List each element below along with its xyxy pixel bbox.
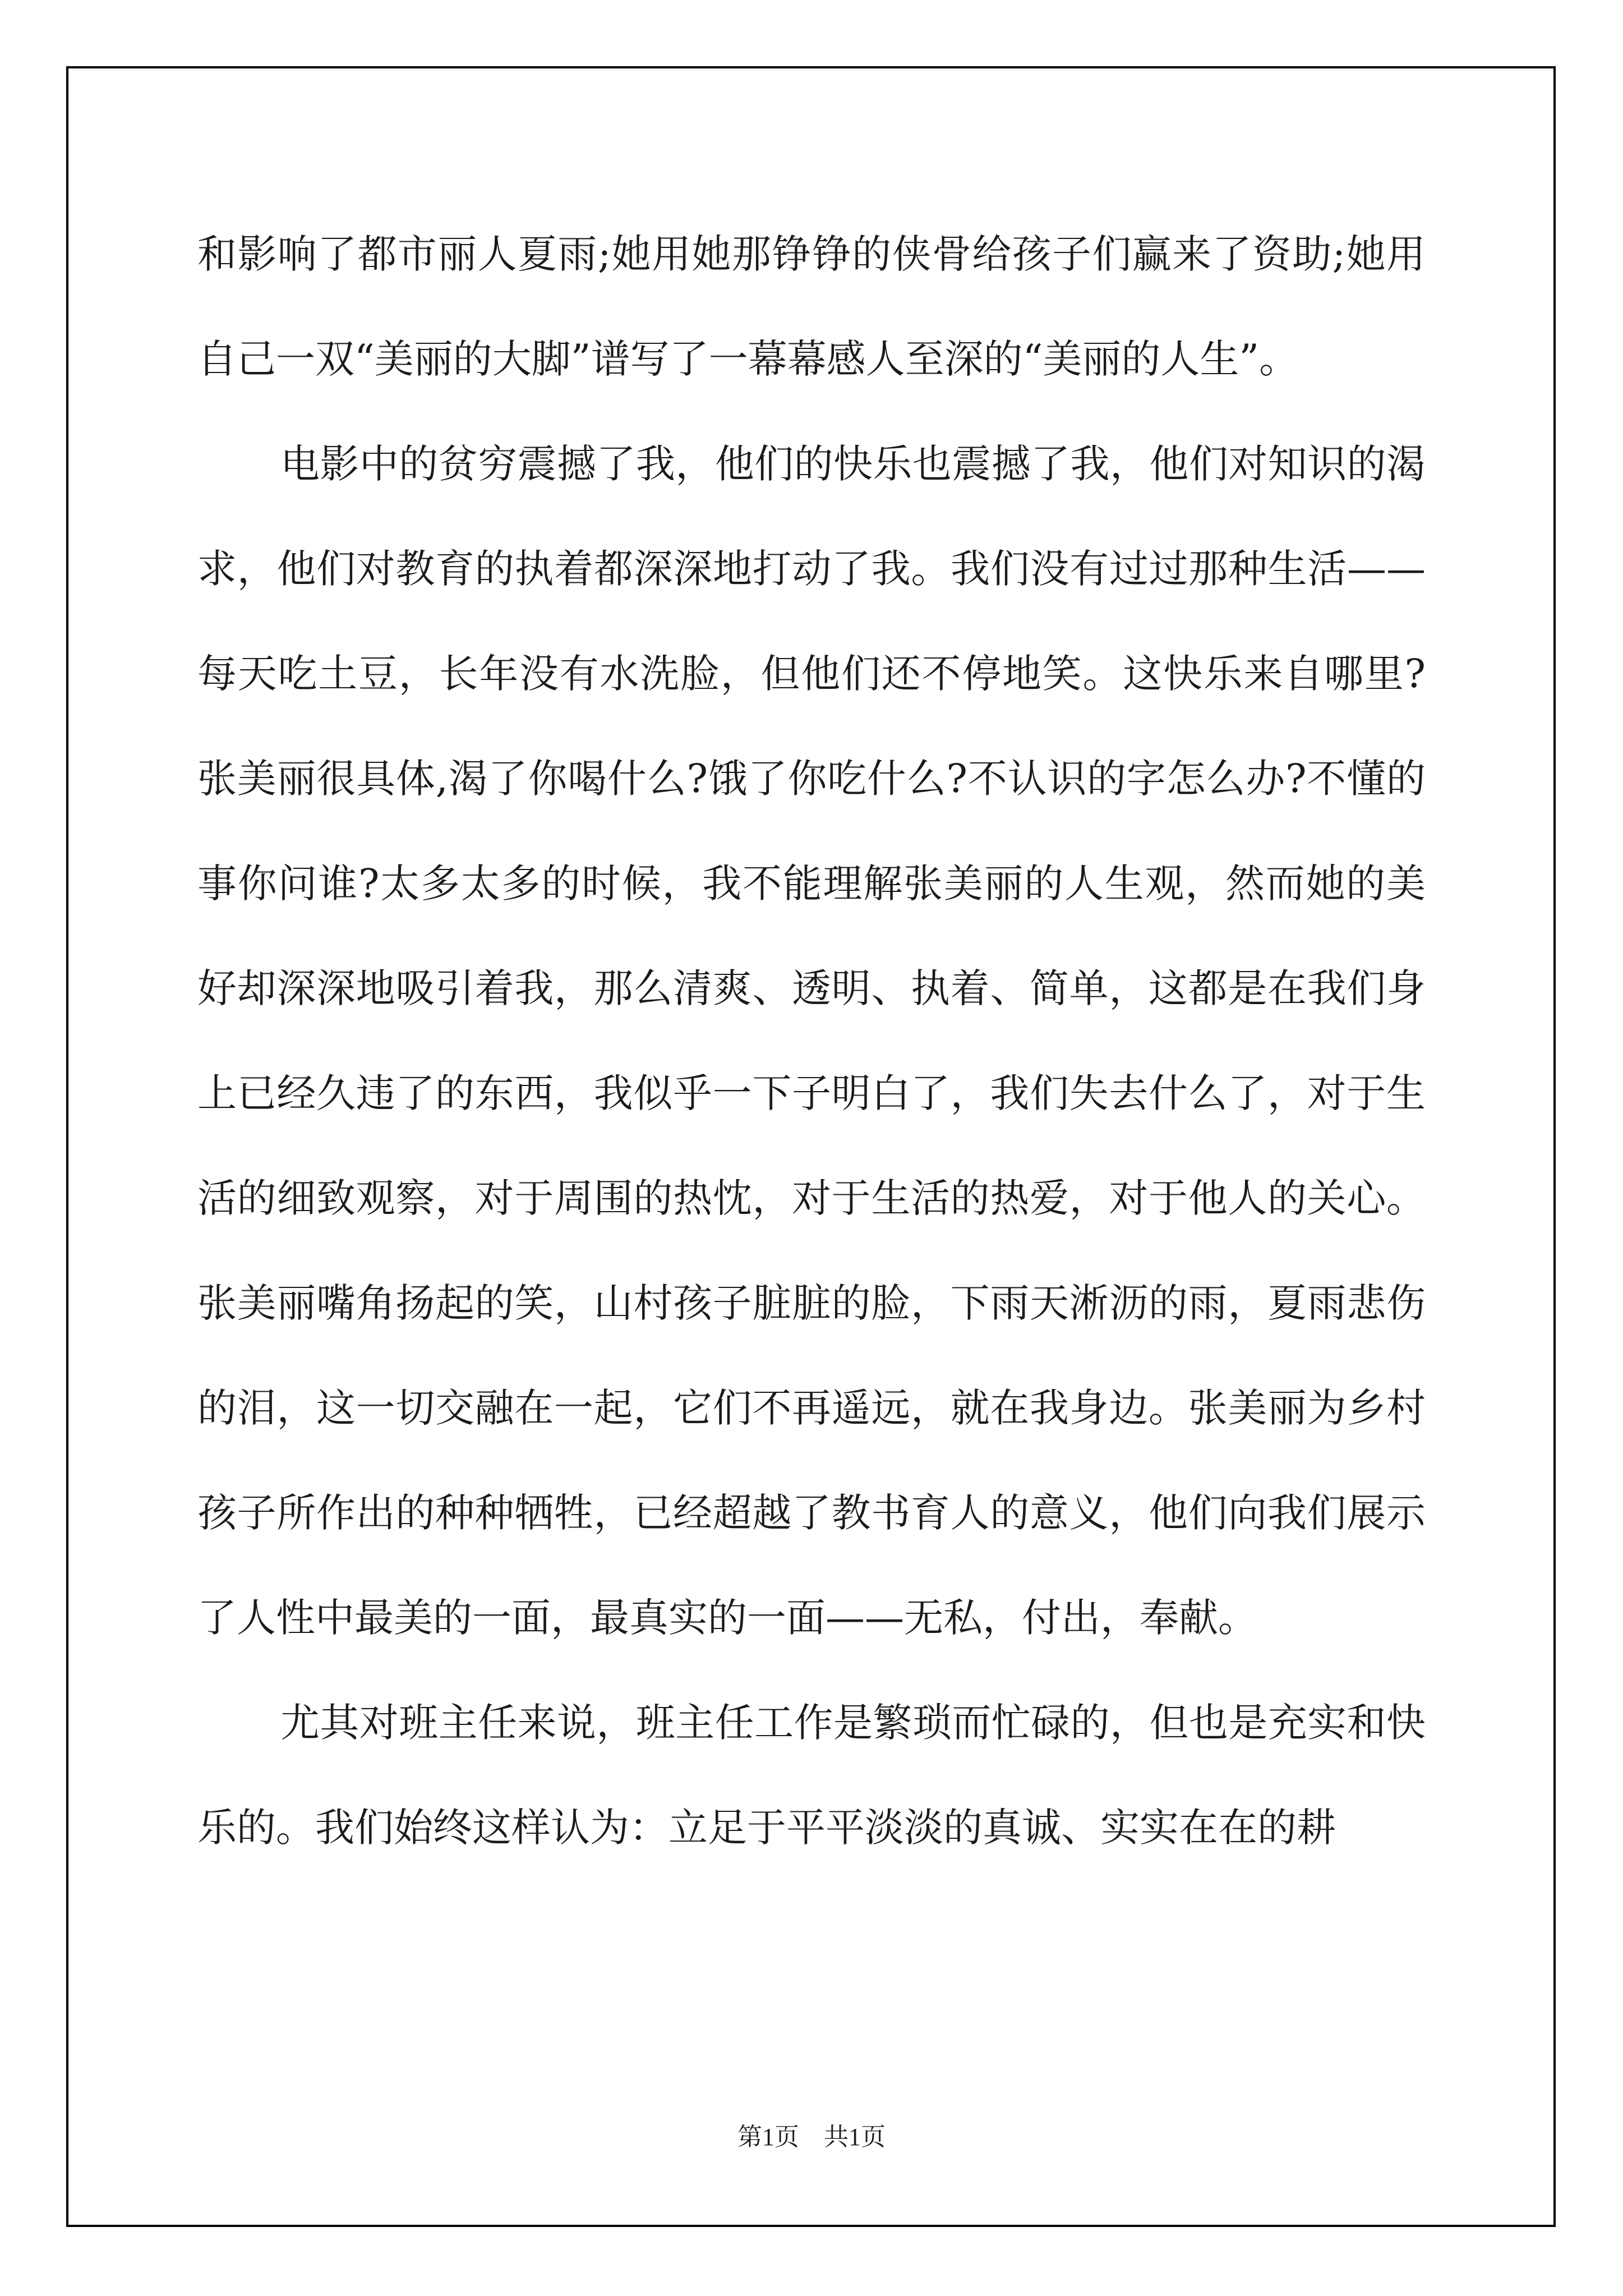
document-body — [197, 202, 1426, 1880]
page-number-footer: 第1页 共1页 — [737, 2123, 886, 2151]
paragraph-3: 尤其对班主任来说，班主任工作是繁琐而忙碌的，但也是充实和快乐的。我们始终这样认为：立足于平平淡淡的真诚、实实在在的耕 — [197, 1700, 1426, 1851]
paragraph-1: 和影响了都市丽人夏雨;她用她那铮铮的侠骨给孩子们赢来了资助;她用自己一双“美丽的大脚”谱写了一幕幕感人至深的“美丽的人生”。 — [197, 231, 1426, 382]
paragraph-2: 电影中的贫穷震撼了我，他们的快乐也震撼了我，他们对知识的渴求，他们对教育的执着都深深地打动了我。我们没有过过那种生活——每天吃土豆，长年没有水洗脸，但他们还不停地笑。这快乐来自哪里?张美丽很具体,渴了你喝什么?饿了你吃什么?不认识的字怎么办?不懂的事你问谁?太多太多的时候，我不能理解张美丽的人生观，然而她的美好却深深地吸引着我，那么清爽、透明、执着、简单，这都是在我们身上已经久违了的东西，我似乎一下子明白了，我们失去什么了，对于生活的细致观察，对于周围的热忱，对于生活的热爱，对于他人的关心。张美丽嘴角扬起的笑，山村孩子脏脏的脸，下雨天淅沥的雨，夏雨悲伤的泪，这一切交融在一起，它们不再遥远，就在我身边。张美丽为乡村孩子所作出的种种牺牲，已经超越了教书育人的意义，他们向我们展示了人性中最美的一面，最真实的一面——无私，付出，奉献。 — [197, 441, 1426, 1641]
